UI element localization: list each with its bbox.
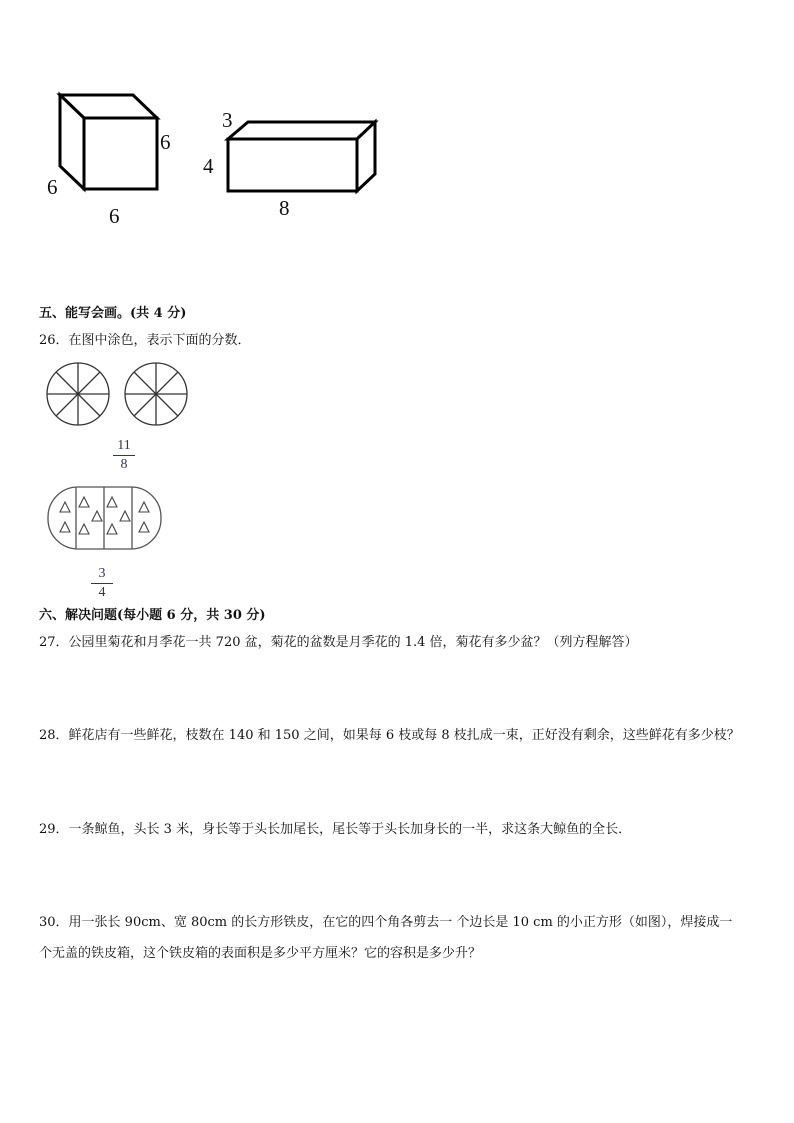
cuboid-height-label: 4 xyxy=(203,154,214,178)
question-29: 29．一条鲸鱼，头长 3 米，身长等于头长加尾长，尾长等于头长加身长的一半，求这条大鲸鱼的全长． xyxy=(39,822,632,837)
cuboid-depth-label: 3 xyxy=(222,108,233,132)
circle-eighths-2 xyxy=(125,363,187,425)
fraction-numerator: 11 xyxy=(117,438,131,453)
cuboid-length-label: 8 xyxy=(279,196,290,220)
fraction-eleven-eighths xyxy=(113,439,135,472)
cube-edge-label-bottom: 6 xyxy=(109,204,120,228)
cube-figure xyxy=(60,95,157,189)
cuboid-figure xyxy=(228,122,375,191)
cube-edge-label-left: 6 xyxy=(47,175,58,199)
section6-title: 六、解决问题(每小题 6 分，共 30 分) xyxy=(39,608,266,623)
fraction-three-quarters xyxy=(91,567,113,600)
triangle-quarters-figure xyxy=(46,484,166,554)
fraction-bar xyxy=(113,455,135,456)
fraction-numerator: 3 xyxy=(98,566,106,581)
question-30-line1: 30．用一张长 90cm、宽 80cm 的长方形铁皮，在它的四个角各剪去一 个边长是 10 cm 的小正方形（如图），焊接成一 xyxy=(39,915,733,930)
question-26: 26．在图中涂色，表示下面的分数． xyxy=(39,333,251,348)
fraction-denominator: 8 xyxy=(120,457,128,472)
question-27: 27．公园里菊花和月季花一共 720 盆，菊花的盆数是月季花的 1.4 倍，菊花有多少盆？（列方程解答） xyxy=(39,635,638,650)
eighths-circles xyxy=(40,360,200,430)
circle-eighths-1 xyxy=(47,363,109,425)
question-28: 28．鲜花店有一些鲜花，枝数在 140 和 150 之间，如果每 6 枝或每 8 枝扎成一束，正好没有剩余，这些鲜花有多少枝？ xyxy=(39,728,740,743)
fraction-bar xyxy=(91,583,113,584)
cube-edge-label-right: 6 xyxy=(160,130,171,154)
fraction-denominator: 4 xyxy=(98,585,106,600)
question-30-line2: 个无盖的铁皮箱，这个铁皮箱的表面积是多少平方厘米？它的容积是多少升？ xyxy=(39,946,482,961)
section5-title: 五、能写会画。(共 4 分) xyxy=(39,306,187,321)
